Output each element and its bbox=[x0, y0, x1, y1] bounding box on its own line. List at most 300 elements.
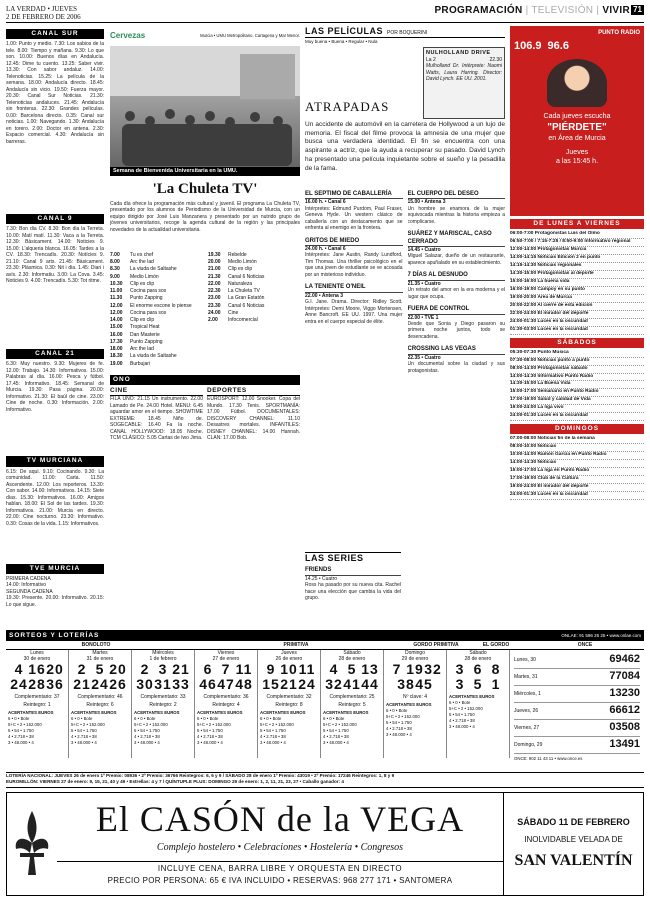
review-item bbox=[305, 235, 403, 279]
schedule-name: Arc the lad bbox=[130, 259, 154, 265]
lottery-reintegro: Reintegro: 2 bbox=[149, 701, 177, 708]
schedule-row bbox=[110, 361, 202, 368]
peliculas-byline: POR BOQUERINI bbox=[387, 30, 428, 36]
schedule-row bbox=[110, 332, 202, 339]
prize-row: 5+C • 2 • 152.000 bbox=[260, 722, 294, 728]
once-day: Lunes, 30 bbox=[514, 657, 536, 663]
lottery-date: 1 de febrero bbox=[149, 656, 177, 663]
prize-row: 5 • 54 • 1.750 bbox=[449, 711, 475, 717]
promo-logo: Cervezas bbox=[110, 31, 146, 40]
schedule-name: La Gran Estatón bbox=[228, 295, 265, 302]
review-text: G.I. Jane. Drama. Director: Ridley Scott. Intérpretes: Demi Moore, Viggo Mortensen, Anne Bancroft. EE UU. 1997. Una mujer entra en el cuerpo especial de élite. bbox=[305, 299, 403, 325]
schedule-name: Punto Zapping bbox=[130, 338, 163, 345]
lottery-number: 45 bbox=[415, 675, 433, 692]
radio-program: 14:00-14:15 Noticias Edición 2 en punto bbox=[510, 255, 644, 263]
schedule-time: 8.00 bbox=[110, 259, 120, 265]
review-meta: 22.00 • Antena 3 bbox=[305, 292, 343, 299]
review-title-bar bbox=[305, 191, 403, 200]
once-row bbox=[514, 720, 640, 737]
radio-program: 14:30-15:00 La Buena Vida bbox=[510, 381, 644, 389]
lottery-day: Sábado bbox=[469, 650, 487, 657]
schedule-name: La viuda de Saltashe bbox=[130, 266, 177, 273]
schedule-name: Rebelde bbox=[228, 251, 247, 258]
lottery-complementario: Complementario: 36 bbox=[203, 693, 249, 700]
peliculas-head: LAS PELÍCULAS bbox=[305, 26, 384, 36]
lottery-reintegro: Reintegro: 8 bbox=[275, 701, 303, 708]
schedule-row bbox=[208, 252, 300, 259]
prize-row: 3 • 48.000 • 4 bbox=[323, 740, 349, 746]
schedule-time: 19.30 bbox=[208, 251, 221, 258]
prize-row: 6 • 0 • Bote bbox=[323, 716, 345, 722]
prize-row: 6 • 0 • Bote bbox=[260, 716, 282, 722]
lottery-number: 24 bbox=[298, 675, 316, 692]
schedule-time: 12.00 bbox=[110, 302, 123, 309]
section-vivir: VIVIR bbox=[602, 5, 630, 16]
schedule-time: 12.00 bbox=[110, 309, 123, 316]
lottery-number: 21 bbox=[73, 675, 91, 692]
lottery-number: 24 bbox=[91, 675, 109, 692]
lottery-complementario: Complementario: 32 bbox=[266, 693, 312, 700]
lottery-prizes bbox=[132, 710, 194, 746]
lottery-numbers bbox=[195, 662, 257, 691]
lottery-prizes bbox=[69, 710, 131, 746]
schedule-row bbox=[208, 259, 300, 266]
lottery-number: 38 bbox=[397, 675, 415, 692]
review-meta: 24.00 h. • Canal 6 bbox=[305, 246, 346, 253]
series-title-bar bbox=[305, 567, 401, 576]
lottery-number: 19 bbox=[406, 661, 424, 678]
ad-price: PRECIO POR PERSONA: 65 € IVA INCLUIDO • RESERVAS: 968 277 171 • SANTOMERA bbox=[107, 875, 453, 885]
schedule-row bbox=[208, 274, 300, 281]
feature-photo bbox=[110, 46, 300, 176]
schedule-left bbox=[110, 252, 202, 372]
prize-row: 4 • 2.718 • 38 bbox=[8, 734, 34, 740]
canal-sur-text: 1.00: Punto y medio. 7.30: Los sabios de la tele. 8.00: Tiempo y mañana. 9.30: Lo que son. 10.00: Buenos días en Andalucía. 12.45: Dime tu cuento. 13.25: Saber vivir. 13.30: Con sabor andaluz. 14.00: Telenoticias. 15.25: La película de la semana. 18.00: Andalucía directo. 18.45: Andalucía sin vicio. 19.50: Fuerza mayor. 20.30: Canal Sur Noticias. 21.30: Telenoticias andaluces. 21.45: Andalucía sin fronteras. 22.30: Grandes películas. 0.00: Barcelona directo. 0.35: Canal sur noticias. 1.00: Navegando. 1.30: Andalucía en torero. 2.00: Doctor en antena. 2.30: Espacio comercial. 4.30: Andalucía sin barreras. bbox=[6, 41, 104, 145]
right-column bbox=[510, 26, 644, 626]
schedule-row bbox=[110, 317, 202, 324]
schedule-name: Punto Zapping bbox=[130, 295, 163, 302]
paper-date: 2 DE FEBRERO DE 2006 bbox=[6, 13, 81, 22]
lottery-prizes bbox=[384, 702, 446, 738]
ono-cine-text: FILA UNO: 21.15 Un instrumento. 22.00 Lamado de Pe. 24.00 Hotel. MENU: 6.45 aguardar amor en el tiempo. SHOWTIME EXTREME: 18.45 Niño de. SOGECABLE: 16.40 Fa la noche. CANAL HOLLYWOOD: 18.05 Noche. TCM CLÁSICO: 5.05 Cartas de Iwo Jima. bbox=[110, 396, 203, 441]
lottery-day: Miércoles bbox=[152, 650, 174, 657]
lottery-number: 3 bbox=[455, 661, 465, 678]
weekday-list bbox=[510, 231, 644, 334]
radio-program: 16:00-19:00 Campoy en su punto bbox=[510, 287, 644, 295]
review-title: 7 DÍAS AL DESNUDO bbox=[407, 272, 468, 279]
schedule-name: Dan Masterie bbox=[130, 331, 160, 338]
lottery-prizes bbox=[258, 710, 320, 746]
prize-header: ACERTANTES EUROS bbox=[260, 710, 306, 715]
once-day: Domingo, 29 bbox=[514, 742, 543, 748]
left-column bbox=[6, 26, 104, 626]
review-text: Miguel Salazar, dueño de un restaurante, aparece apuñalado en su establecimiento. bbox=[407, 253, 505, 266]
schedule-name: Canal 6 Noticias bbox=[228, 273, 265, 280]
schedule-time: 9.00 bbox=[110, 273, 120, 280]
rating-legend: Muy buena • Buena • Regular • Nula bbox=[305, 39, 378, 45]
once-number: 77084 bbox=[609, 670, 640, 683]
review-text: Un documental sobre la ciudad y sus protagonistas. bbox=[407, 361, 505, 374]
series-title: FRIENDS bbox=[305, 567, 332, 574]
prize-row: 3 • 48.000 • 4 bbox=[71, 740, 97, 746]
lottery-complementario: Complementario: 33 bbox=[140, 693, 186, 700]
prize-row: 4 • 2.718 • 38 bbox=[71, 734, 97, 740]
schedule-row bbox=[110, 339, 202, 346]
canal-sur-head: CANAL SUR bbox=[6, 29, 104, 39]
lottery-number: 47 bbox=[217, 675, 235, 692]
review-title: GRITOS DE MIEDO bbox=[305, 237, 360, 244]
radio-program: 14:00-14:30 Informativo Punto Radio bbox=[510, 374, 644, 382]
schedule-name: Clip es clip bbox=[130, 317, 155, 323]
radio-program: 15:00-16:00 La buena vida bbox=[510, 279, 644, 287]
lottery-day: Domingo bbox=[404, 650, 425, 657]
ad-center bbox=[57, 793, 503, 895]
schedule-row bbox=[110, 288, 202, 295]
crowd-illustration bbox=[110, 46, 300, 176]
review-title-bar bbox=[408, 272, 506, 281]
lottery-number: 4 bbox=[14, 661, 24, 678]
prize-row: 6 • 0 • Bote bbox=[134, 716, 156, 722]
lottery-date: 31 de enero bbox=[86, 656, 114, 663]
prize-header: ACERTANTES EUROS bbox=[8, 710, 54, 715]
schedule-name: El enorme escone lo piense bbox=[130, 302, 192, 309]
review-title: LA TENIENTE O'NEIL bbox=[305, 284, 366, 291]
lottery-number: 41 bbox=[343, 675, 361, 692]
lottery-number: 9 bbox=[266, 661, 276, 678]
prize-row: 5 • 54 • 1.750 bbox=[134, 728, 160, 734]
ad-subtitle: Complejo hostelero • Celebraciones • Hostelería • Congresos bbox=[156, 842, 404, 853]
radio-program: 24:00-01:30 Luces en la oscuridad bbox=[510, 492, 644, 500]
prize-row: 3 • 48.000 • 4 bbox=[449, 723, 475, 729]
primitiva-label: PRIMITIVA bbox=[283, 642, 309, 648]
schedule-time: 23.00 bbox=[208, 295, 221, 302]
lottery-prizes bbox=[447, 694, 509, 730]
lottery-day-col bbox=[258, 650, 321, 758]
schedule-row bbox=[208, 295, 300, 302]
inset-title: NULHOLLAND DRIVE bbox=[426, 49, 491, 56]
schedule-time: 10.30 bbox=[110, 280, 123, 287]
radio-program: 19:00-24:00 El mirador del deporte bbox=[510, 484, 644, 492]
radio-frequencies bbox=[514, 40, 640, 54]
once-number: 66612 bbox=[609, 704, 640, 717]
radio-figure-icon bbox=[547, 59, 607, 107]
lottery-number: 7 bbox=[392, 661, 402, 678]
prize-row: 4 • 2.718 • 38 bbox=[386, 725, 412, 731]
schedule-row bbox=[110, 324, 202, 331]
lottery-number: 21 bbox=[172, 661, 190, 678]
once-day: Viernes, 27 bbox=[514, 725, 540, 731]
prize-header: ACERTANTES EUROS bbox=[386, 701, 432, 707]
lottery-day-col bbox=[321, 650, 384, 758]
review-title-bar bbox=[408, 191, 506, 200]
prize-row: 5+C • 2 • 152.000 bbox=[197, 722, 231, 728]
radio-program: 22:00-24:00 El mirador del deporte bbox=[510, 311, 644, 319]
series-head: LAS SERIES bbox=[305, 552, 401, 564]
schedule-row bbox=[208, 317, 300, 324]
once-day: Miércoles, 1 bbox=[514, 691, 541, 697]
radio-program: 24:00-01:30 Luces en la oscuridad bbox=[510, 319, 644, 327]
lottery-number: 6 bbox=[203, 661, 213, 678]
lottery-complementario: Complementario: 37 bbox=[14, 693, 60, 700]
schedule-row bbox=[110, 295, 202, 302]
promo-top-text: Murcia • UMU Metropolitano. Cartagena y Mar Menor. bbox=[200, 33, 300, 39]
lottery-complementario: Nº clave: 4 bbox=[402, 693, 428, 700]
schedule-row bbox=[110, 274, 202, 281]
prize-row: 5+C • 2 • 152.000 bbox=[323, 722, 357, 728]
prize-row: 6 • 0 • Bote bbox=[71, 716, 93, 722]
schedule-name: Arc the lad bbox=[130, 346, 154, 352]
review-text: Un hombre se enamora de la mujer equivocada mientras la historia empieza a complicarse. bbox=[407, 205, 505, 225]
lottery-number: 3 bbox=[455, 675, 465, 692]
lottery-number: 46 bbox=[199, 675, 217, 692]
radio-program: 20:00-22:00 Al cierre de esta edición bbox=[510, 303, 644, 311]
lottery-day-col bbox=[195, 650, 258, 758]
schedule-name: La Chuleta TV bbox=[228, 288, 260, 294]
ono-cine-head: CINE bbox=[110, 387, 203, 396]
lottery-number: 48 bbox=[235, 675, 253, 692]
center-column bbox=[110, 26, 300, 626]
review-title-bar bbox=[408, 306, 506, 315]
prize-row: 6 • 0 • Bote bbox=[197, 716, 219, 722]
sun-head: DOMINGOS bbox=[510, 424, 644, 434]
review-text: Intérpretes: Edmund Purdom, Paul Fraser, Geneva Hyde. Un western clásico de caballería con un destacamento que se enfrenta al enemigo en la frontera. bbox=[305, 205, 403, 232]
lottery-number: 13 bbox=[361, 661, 379, 678]
lottery-number: 24 bbox=[10, 675, 28, 692]
lottery-number: 5 bbox=[95, 661, 105, 678]
lottery-number: 36 bbox=[46, 675, 64, 692]
review-item bbox=[305, 188, 403, 232]
prize-row: 3 • 48.000 • 4 bbox=[8, 740, 34, 746]
lottery-numbers bbox=[132, 662, 194, 691]
feature-movie bbox=[305, 47, 505, 119]
lottery-number: 6 bbox=[473, 661, 483, 678]
schedule-row bbox=[110, 252, 202, 259]
schedule-name: Clip es clip bbox=[228, 266, 253, 273]
inset-channel: La 2 bbox=[426, 56, 436, 63]
series-block bbox=[305, 552, 401, 602]
prize-row: 5 • 54 • 1.750 bbox=[197, 728, 223, 734]
prize-row: 3 • 48.000 • 4 bbox=[134, 740, 160, 746]
review-text: Desde que Sonia y Diego pasaron su primera noche juntos, todo se desencadena. bbox=[407, 320, 505, 340]
lottery-section bbox=[6, 630, 644, 770]
once-number: 69462 bbox=[609, 653, 640, 666]
ono-head: ONO bbox=[110, 375, 300, 385]
once-day: Jueves, 26 bbox=[514, 708, 539, 714]
elgordo-label: EL GORDO bbox=[482, 642, 510, 648]
saturday-list bbox=[510, 350, 644, 422]
schedule-time: 8.30 bbox=[110, 266, 120, 273]
lottery-number: 11 bbox=[235, 661, 253, 678]
lottery-number: 3 bbox=[158, 661, 168, 678]
lottery-number: 44 bbox=[361, 675, 379, 692]
schedule-name: Naturaleza bbox=[228, 280, 253, 287]
schedule-name: Clip es clip bbox=[130, 280, 155, 287]
schedule-name: Infocomercial bbox=[228, 317, 258, 323]
paper-name: LA VERDAD • JUEVES bbox=[6, 5, 77, 13]
slogan-3: en Área de Murcia bbox=[548, 134, 606, 142]
onlae-phone: ONLAE: 91 596 25 25 • www.onlae.com bbox=[561, 633, 641, 639]
once-row bbox=[514, 703, 640, 720]
lottery-number: 8 bbox=[491, 661, 501, 678]
review-item bbox=[408, 303, 506, 340]
casona-ad bbox=[6, 792, 644, 896]
lottery-games bbox=[6, 641, 644, 650]
prize-header: ACERTANTES EUROS bbox=[449, 693, 495, 699]
radio-program: 08:00-10:00 Noticias bbox=[510, 444, 644, 452]
tvemurcia-head: TVE MURCIA bbox=[6, 564, 104, 574]
lottery-complementario: Complementario: 25 bbox=[329, 693, 375, 700]
weekday-head: DE LUNES A VIERNES bbox=[510, 219, 644, 229]
sat-head: SÁBADOS bbox=[510, 338, 644, 348]
schedule-name: Medio Limón bbox=[228, 259, 257, 265]
schedule-time: 11.00 bbox=[110, 288, 123, 294]
lottery-day: Sábado bbox=[343, 650, 361, 657]
radio-program: 10:00-14:00 Ramón García en Punto Radio bbox=[510, 452, 644, 460]
review-title: CROSSING LAS VEGAS bbox=[407, 346, 476, 353]
lottery-number: 4 bbox=[329, 661, 339, 678]
schedule-row bbox=[110, 266, 202, 273]
lottery-reintegro: Reintegro: 4 bbox=[212, 701, 240, 708]
ad-right bbox=[503, 793, 643, 895]
lottery-number: 21 bbox=[280, 675, 298, 692]
prize-header: ACERTANTES EUROS bbox=[197, 710, 243, 715]
lottery-date: 27 de enero bbox=[212, 656, 240, 663]
radio-program: 06:00-7:00 Protagonistas Luis del Olmo bbox=[510, 231, 644, 239]
lottery-number: 10 bbox=[280, 661, 298, 678]
prize-row: 4 • 2.718 • 38 bbox=[260, 734, 286, 740]
review-title-bar bbox=[305, 238, 403, 247]
sunday-list bbox=[510, 436, 644, 500]
lottery-number: 15 bbox=[262, 675, 280, 692]
radio-program: 19:00-24:00 La liga vivo bbox=[510, 405, 644, 413]
schedule-name: Burbujari bbox=[130, 360, 151, 367]
ono-dep-head: DEPORTES bbox=[207, 387, 300, 396]
schedule-name: La viuda de Saltashe bbox=[130, 353, 177, 360]
ono-section bbox=[110, 387, 300, 484]
prize-row: 5 • 54 • 1.750 bbox=[323, 728, 349, 734]
lottery-day: Martes bbox=[92, 650, 108, 657]
once-col bbox=[510, 650, 644, 763]
schedule-row bbox=[208, 266, 300, 273]
prize-row: 5 • 54 • 1.750 bbox=[386, 719, 412, 725]
lottery-day: Lunes bbox=[30, 650, 44, 657]
prize-row: 5 • 54 • 1.750 bbox=[8, 728, 34, 734]
review-text: Un retrato del amor en la era moderna y el lugar que ocupa. bbox=[407, 287, 505, 300]
review-meta: 14.45 • Cuatro bbox=[407, 247, 441, 254]
radio-program: 05:30-07:30 Punto Música bbox=[510, 350, 644, 358]
tvmurciana-head: TV MURCIANA bbox=[6, 456, 104, 466]
review-title: FUERA DE CONTROL bbox=[407, 306, 470, 313]
page-number: 71 bbox=[633, 5, 642, 14]
euromillon-line: EUROMILLÓN: VIERNES 27 de enero: 9, 15, 21, 40 y 49 • Estrellas: 4 y 7 / QUÍNTUPLE PLUS: DOMINGO 29 de enero: 1, 2, 11, 21, 23, 27 • Caballo ganador: 4 bbox=[6, 779, 344, 785]
lottery-reintegro: Reintegro: 5 bbox=[338, 701, 366, 708]
schedule-row bbox=[110, 346, 202, 353]
schedule-time: 22.00 bbox=[208, 280, 221, 287]
lottery-day-col bbox=[447, 650, 510, 758]
once-phone: ONCE: 902 11 43 11 • www.once.es bbox=[514, 756, 583, 762]
once-label: ONCE bbox=[577, 642, 593, 648]
review-text: Intérpretes: Jane Austin, Randy Lundford, Tim Thomas. Una thriller psicológico en el que una joven de estudiante se ve acosada por un misterioso individuo. bbox=[305, 252, 403, 278]
lottery-number: 2 bbox=[77, 661, 87, 678]
slogan-2: "PIÉRDETE" bbox=[547, 122, 607, 133]
lottery-number: 28 bbox=[28, 675, 46, 692]
lottery-number: 32 bbox=[424, 661, 442, 678]
schedule-time: 16.00 bbox=[110, 331, 123, 338]
freq-2: 96.6 bbox=[547, 39, 569, 52]
schedule-name: Cine bbox=[228, 309, 239, 316]
lottery-number: 26 bbox=[109, 675, 127, 692]
schedule-row bbox=[208, 281, 300, 288]
schedule-row bbox=[110, 303, 202, 310]
schedule-row bbox=[110, 281, 202, 288]
peliculas-column bbox=[305, 26, 505, 626]
canal9-text: 7.30: Bon dia CV. 8.30: Bon dia la Terreta. 10.00: Matí matí. 11.30: Vaca a la Terreta. 12.30: Bàsicament. 14.00: Noticies 9. 15.00: L'alqueria blanca. 16.05: Tardes a la CV. 18.30: Trencadís. 20.30: Notícies 9. 21.10: Canal 9 arts. 21.45: Bàsicament. 23.30: Plàsmica. 0.30: Nit i dia. 1.45: Diari i avís. 2.30: Informatiu. 3.00: La Cova. 3.45: Noticies 9. 4.00: Trencadís. 5.30: Tot ritme. bbox=[6, 226, 104, 285]
section-television: TELEVISIÓN bbox=[531, 5, 594, 16]
schedule-row bbox=[110, 259, 202, 266]
reviews-left bbox=[305, 188, 403, 377]
schedule-time: 15.00 bbox=[110, 324, 123, 331]
photo-caption: Semana de Bienvenida Universitaria en la UMU. bbox=[110, 167, 300, 176]
lottery-numbers bbox=[6, 662, 68, 691]
prize-row: 5+C • 2 • 152.000 bbox=[386, 713, 420, 719]
section-nav: PROGRAMACIÓN | TELEVISIÓN | VIVIR bbox=[434, 5, 630, 16]
ad-right-1: SÁBADO 11 DE FEBRERO bbox=[517, 817, 630, 828]
lottery-day: Viernes bbox=[217, 650, 235, 657]
ad-includes: INCLUYE CENA, BARRA LIBRE Y ORQUESTA EN DIRECTO bbox=[57, 861, 503, 874]
once-number: 13491 bbox=[609, 738, 640, 751]
radio-program: 06:50-7:00 / 7:15-7:25 / 8:50-9:00 Informativo regional bbox=[510, 239, 644, 247]
ono-cine bbox=[110, 387, 203, 484]
feature-word: ATRAPADAS bbox=[305, 98, 390, 114]
prize-row: 4 • 2.718 • 38 bbox=[197, 734, 223, 740]
review-item bbox=[408, 228, 506, 266]
once-row bbox=[514, 669, 640, 686]
schedule-name: Cocina para sos bbox=[130, 288, 167, 294]
tvemurcia-text: PRIMERA CADENA 14.00: Informativo SEGUNDA CADENA 19.30: Presente. 20.00: Informativo. 20.15: Lo que sigue. bbox=[6, 575, 104, 608]
review-title: SUÁREZ Y MARISCAL, CASO CERRADO bbox=[407, 231, 492, 245]
lottery-prizes bbox=[6, 710, 68, 746]
feature-body: Un accidente de automóvil en la carretera de Hollywood a un lujo de memoria. El fiscal del filme provoca la amnesia de una mujer que busca una verdadera identidad. El fin se encuentra con una aspirante a actriz, que la ayuda a recuperar su pasado. David Lynch ha presentado una película inquietante sobre el sueño y la pesadilla de la fama. bbox=[305, 120, 505, 172]
lottery-prizes bbox=[321, 710, 383, 746]
schedule-name: Tropical Heat bbox=[130, 324, 160, 331]
lottery-columns bbox=[6, 650, 644, 762]
canal6-schedule bbox=[110, 252, 300, 372]
radio-program: 14:00-14:30 Noticias bbox=[510, 460, 644, 468]
review-meta: 22.35 • Cuatro bbox=[407, 354, 441, 361]
review-meta: 21.35 • Cuatro bbox=[407, 280, 441, 287]
feature-title: 'La Chuleta TV' bbox=[152, 181, 258, 197]
lottery-number: 31 bbox=[154, 675, 172, 692]
prize-header: ACERTANTES EUROS bbox=[134, 710, 180, 715]
freq-1: 106.9 bbox=[514, 39, 542, 52]
schedule-row bbox=[208, 288, 300, 295]
schedule-time: 14.00 bbox=[110, 317, 123, 323]
once-number: 13230 bbox=[609, 687, 640, 700]
masthead-left bbox=[6, 5, 81, 22]
schedule-name: Cocina para sos bbox=[130, 309, 167, 316]
bonoloto-label: BONOLOTO bbox=[81, 642, 111, 648]
radio-program: 15:00-17:00 La liga en Punto Radio bbox=[510, 468, 644, 476]
radio-program: 17:00-19:00 Club de la Cultura bbox=[510, 476, 644, 484]
lottery-day-col bbox=[132, 650, 195, 758]
reviews-right bbox=[408, 188, 506, 377]
series-text: Ross ha pasado por su nueva cita. Rachel hace una elección que cambia la vida del grupo. bbox=[305, 582, 401, 601]
lottery-numbers bbox=[321, 662, 383, 691]
masthead bbox=[6, 3, 644, 23]
review-item bbox=[305, 281, 403, 325]
lottery-day-col bbox=[6, 650, 69, 758]
review-meta: 15.00 • Antena 3 bbox=[407, 199, 446, 206]
